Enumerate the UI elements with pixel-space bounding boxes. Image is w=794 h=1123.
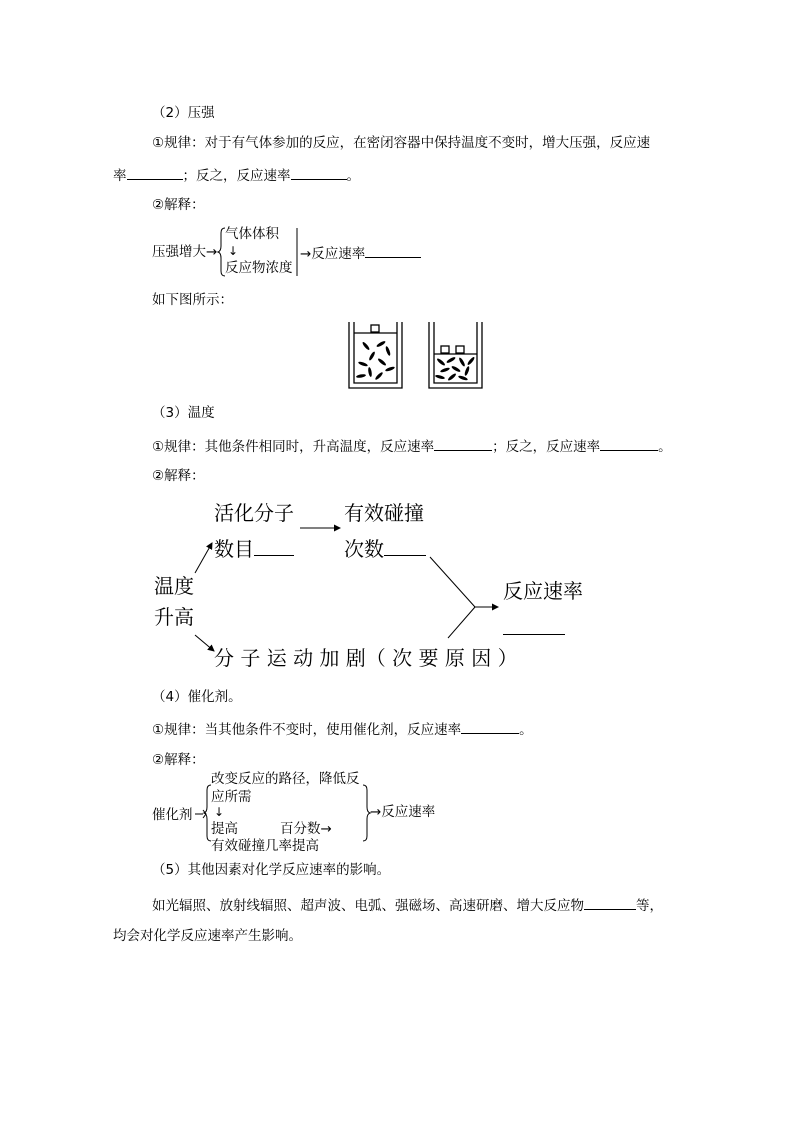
temp-bottom-text: 分 子 运 动 加 剧（ 次 要 原 因 ） xyxy=(214,646,518,670)
pressure-rule-text2: ；反之，反应速率 xyxy=(182,168,291,184)
pressure-container-figure xyxy=(348,318,488,390)
arrow-temp-to-motion xyxy=(195,635,214,651)
pressure-blank-3[interactable] xyxy=(365,243,421,258)
catalyst-line1: 改变反应的路径，降低反 xyxy=(211,771,360,787)
temp-label-2: 升高 xyxy=(154,605,194,629)
temp-effective-collision: 有效碰撞 xyxy=(344,501,424,525)
pressure-explain-label: ②解释： xyxy=(152,197,205,213)
temp-activated-count-text: 数目 xyxy=(214,537,254,561)
temp-diagram-arrows xyxy=(150,495,510,655)
molecules-right xyxy=(435,356,476,381)
other-text-line1 xyxy=(152,895,663,915)
catalyst-result: →反应速率 xyxy=(370,804,436,820)
temp-activated-molecules: 活化分子 xyxy=(214,501,294,525)
line-motion-to-rate xyxy=(448,607,475,638)
other-blank-1[interactable] xyxy=(584,895,636,910)
temperature-rule-text3: 。 xyxy=(658,439,672,455)
section-catalyst-heading: （4）催化剂。 xyxy=(152,689,242,705)
section-pressure-heading: （2）压强 xyxy=(152,105,215,121)
temperature-explain-label: ②解释： xyxy=(152,468,205,484)
pressure-figure-caption: 如下图所示： xyxy=(152,292,233,308)
temp-label-1: 温度 xyxy=(154,574,194,598)
catalyst-line2: 应所需 xyxy=(211,789,252,805)
pressure-rule-line2 xyxy=(113,165,360,185)
catalyst-start: 催化剂 xyxy=(152,807,193,823)
temperature-rule-line xyxy=(152,436,672,456)
other-text-line2: 均会对化学反应速率产生影响。 xyxy=(113,928,302,944)
temperature-rule-text2: ；反之，反应速率 xyxy=(492,439,601,455)
temp-collision-times-text: 次数 xyxy=(344,537,384,561)
catalyst-line4: 提高 xyxy=(211,821,238,837)
pressure-blank-1[interactable] xyxy=(127,165,183,180)
container-left xyxy=(349,322,402,388)
catalyst-rule-text1: ①规律：当其他条件不变时，使用催化剂，反应速率 xyxy=(152,722,462,738)
catalyst-explain-label: ②解释： xyxy=(152,752,205,768)
pressure-flow-conc: 反应物浓度 xyxy=(225,260,293,276)
pressure-blank-2[interactable] xyxy=(291,165,347,180)
pressure-rule-text1: 率 xyxy=(113,168,127,184)
catalyst-line5: 有效碰撞几率提高 xyxy=(211,838,319,854)
arrow-temp-to-activated xyxy=(195,543,212,573)
catalyst-line4b: 百分数→ xyxy=(280,821,332,837)
molecules-left xyxy=(356,340,395,381)
temp-result-rate: 反应速率 xyxy=(503,579,583,603)
pressure-rule-line1: ①规律：对于有气体参加的反应，在密闭容器中保持温度不变时，增大压强，反应速 xyxy=(152,135,651,151)
other-text-b: 等， xyxy=(636,898,663,914)
catalyst-brace-right xyxy=(362,784,370,842)
other-text-a: 如光辐照、放射线辐照、超声波、电弧、强磁场、高速研磨、增大反应物 xyxy=(152,898,584,914)
pressure-flow-start: 压强增大→ xyxy=(152,244,218,260)
line-collision-to-rate xyxy=(430,557,475,607)
pressure-flow-result-text: →反应速率 xyxy=(300,246,366,262)
pressure-rule-text3: 。 xyxy=(346,168,360,184)
temp-blank-result[interactable] xyxy=(503,620,565,635)
catalyst-blank-1[interactable] xyxy=(461,719,519,734)
temperature-rule-text1: ①规律：其他条件相同时，升高温度，反应速率 xyxy=(152,439,435,455)
pressure-flow-result xyxy=(300,243,421,263)
section-other-heading: （5）其他因素对化学反应速率的影响。 xyxy=(152,862,391,878)
pressure-down-arrow-icon: ↓ xyxy=(228,244,239,258)
temperature-blank-2[interactable] xyxy=(600,436,658,451)
catalyst-rule-text2: 。 xyxy=(519,722,533,738)
catalyst-rule-line xyxy=(152,719,533,739)
temperature-blank-1[interactable] xyxy=(434,436,492,451)
catalyst-down-arrow-icon: ↓ xyxy=(214,805,225,819)
pressure-flow-gas: 气体体积 xyxy=(225,226,279,242)
section-temperature-heading: （3）温度 xyxy=(152,405,215,421)
container-right xyxy=(429,322,482,388)
